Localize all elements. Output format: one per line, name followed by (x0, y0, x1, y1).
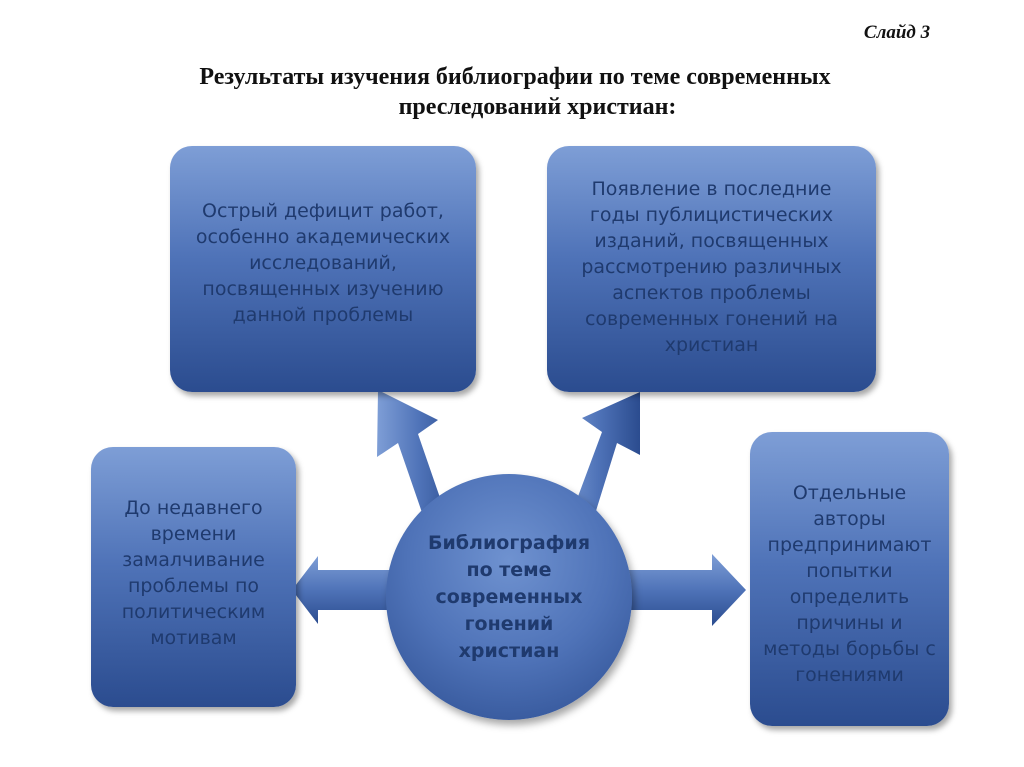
title-line-2: преследований христиан: (398, 94, 677, 120)
node-text-line: авторы (813, 508, 886, 530)
node-text-line: Появление в последние (591, 178, 832, 200)
node-text-line: гонениями (795, 664, 904, 686)
node-top-left (170, 146, 476, 392)
node-left (91, 447, 296, 707)
center-text-line: Библиография (427, 531, 591, 554)
node-text-line: Отдельные (792, 482, 907, 504)
node-text-line: методы борьбы с (763, 638, 936, 660)
node-text-line: причины и (796, 612, 903, 634)
arrow-left (292, 556, 395, 624)
node-text-line: христиан (664, 334, 759, 356)
node-top-right (547, 146, 876, 392)
node-text-line: рассмотрению различных (581, 256, 842, 278)
node-text-line: данной проблемы (232, 304, 414, 326)
center-node-text (428, 530, 590, 665)
node-text-line: особенно академических (195, 226, 451, 248)
node-top-right-text (581, 176, 841, 358)
node-text-line: аспектов проблемы (612, 282, 811, 304)
node-text-line: определить (789, 586, 910, 608)
node-text-line: мотивам (150, 627, 237, 649)
slide-number: Слайд 3 (863, 22, 931, 43)
center-text-line: современных (435, 585, 583, 608)
node-text-line: изданий, посвященных (594, 230, 829, 252)
node-text-line: современных гонений на (584, 308, 839, 330)
node-text-line: исследований, (249, 252, 397, 274)
node-top-left-text (196, 198, 450, 328)
arrow-right (624, 554, 746, 626)
center-text-line: гонений (464, 612, 554, 635)
node-text-line: проблемы по (127, 575, 260, 597)
node-right-text (763, 480, 936, 688)
node-text-line: времени (150, 523, 237, 545)
node-text-line: посвященных изучению (202, 278, 444, 300)
node-text-line: предпринимают (767, 534, 932, 556)
node-right (750, 432, 949, 726)
center-text-line: христиан (458, 639, 560, 662)
node-text-line: политическим (121, 601, 266, 623)
center-node (386, 474, 632, 720)
center-text-line: по теме (466, 558, 552, 581)
title-line-1: Результаты изучения библиографии по теме современных (199, 64, 831, 90)
node-text-line: попытки (806, 560, 893, 582)
node-text-line: До недавнего (124, 497, 263, 519)
node-text-line: Острый дефицит работ, (202, 200, 444, 222)
node-left-text (122, 495, 265, 651)
node-text-line: годы публицистических (589, 204, 834, 226)
node-text-line: замалчивание (122, 549, 265, 571)
